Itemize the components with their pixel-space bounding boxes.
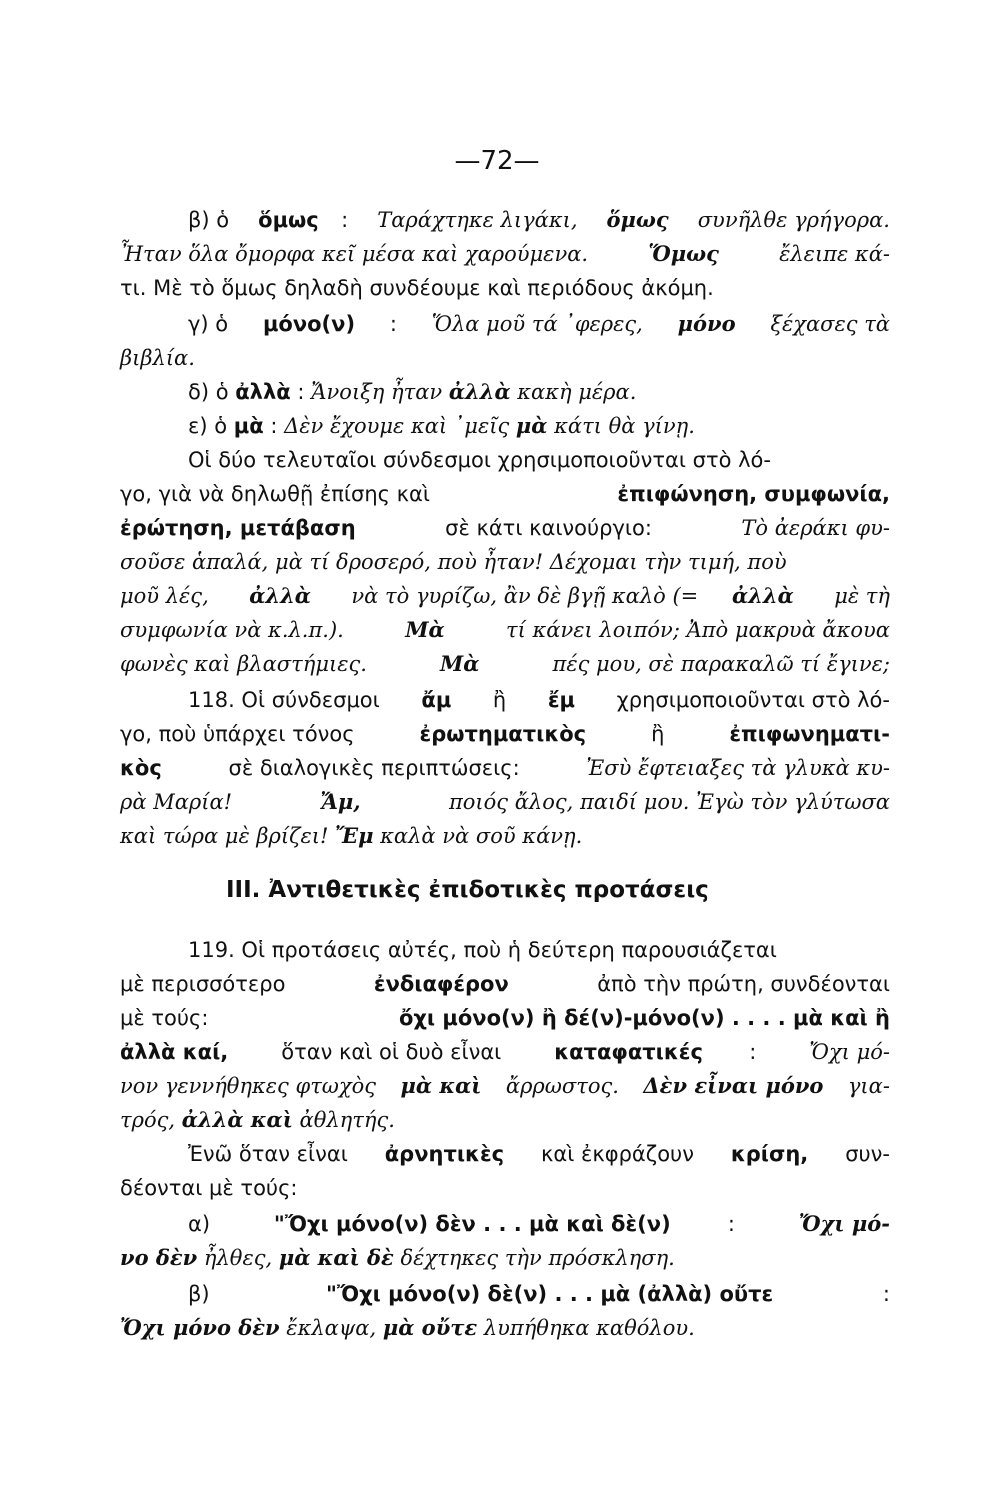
text-line: 119. Οἱ προτάσεις αὐτές, ποὺ ἡ δεύτερη παρουσιάζεται [188,938,777,962]
page-number: —72— [454,146,540,176]
text-line: συμφωνία νὰ κ.λ.π.). Μὰ τί κάνει λοιπόν; Ἀπὸ μακρυὰ ἄκουα [120,617,890,642]
text-line: τι. Μὲ τὸ ὅμως δηλαδὴ συνδέουμε καὶ περιόδους ἀκόμη. [120,276,714,300]
text-line: φωνὲς καὶ βλαστήμιες. Μὰ πές μου, σὲ παρακαλῶ τί ἔγινε; [120,651,890,676]
text-line: γο, γιὰ νὰ δηλωθῇ ἐπίσης καὶ ἐπιφώνηση, συμφωνία, [120,482,890,506]
text-line: σοῦσε ἁπαλά, μὰ τί δροσερό, ποὺ ἦταν! Δέχομαι τὴν τιμή, ποὺ [120,550,787,574]
text-line: ἐρώτηση, μετάβαση σὲ κάτι καινούργιο: Τὸ ἀεράκι φυ- [120,516,890,540]
text-line: νο δὲν ἦλθες, μὰ καὶ δὲ δέχτηκες τὴν πρόσκληση. [120,1245,675,1270]
text-line: Ἐνῶ ὅταν εἶναι ἀρνητικὲς καὶ ἐκφράζουν κρίση, συν- [188,1142,890,1166]
text-line: 118. Οἱ σύνδεσμοι ἄμ ἢ ἔμ χρησιμοποιοῦνται στὸ λό- [188,688,890,712]
text-line: ἀλλὰ καί, ὅταν καὶ οἱ δυὸ εἶναι καταφατικές : Ὄχι μό- [120,1040,890,1064]
text-line: γ) ὁ μόνο(ν) : Ὅλα μοῦ τά ᾿φερες, μόνο ξέχασες τὰ [188,311,890,336]
text-line: Ἦταν ὅλα ὄμορφα κεῖ μέσα καὶ χαρούμενα. Ὅμως ἔλειπε κά- [120,241,890,266]
text-line: νον γεννήθηκες φτωχὸς μὰ καὶ ἄρρωστος. Δὲν εἶναι μόνο για- [120,1073,890,1098]
text-line: ε) ὁ μὰ : Δὲν ἔχουμε καὶ ᾿μεῖς μὰ κάτι θὰ γίνῃ. [188,413,695,438]
text-line: τρός, ἀλλὰ καὶ ἀθλητής. [120,1107,395,1132]
text-line: β) "Ὄχι μόνο(ν) δὲ(ν) . . . μὰ (ἀλλὰ) οὔτε : [188,1282,890,1306]
text-line: α) "Ὄχι μόνο(ν) δὲν . . . μὰ καὶ δὲ(ν) : Ὄχι μό- [188,1211,890,1236]
text-line: μὲ περισσότερο ἐνδιαφέρον ἀπὸ τὴν πρώτη, συνδέονται [120,972,890,996]
text-line: ρὰ Μαρία! Ἄμ, ποιός ἄλος, παιδί μου. Ἐγὼ τὸν γλύτωσα [120,789,890,814]
text-line: κὸς σὲ διαλογικὲς περιπτώσεις: Ἐσὺ ἔφτειαξες τὰ γλυκὰ κυ- [120,756,890,780]
text-line: Ὄχι μόνο δὲν ἔκλαψα, μὰ οὔτε λυπήθηκα καθόλου. [120,1315,695,1340]
text-line: β) ὁ ὅμως : Ταράχτηκε λιγάκι, ὅμως συνῆλθε γρήγορα. [188,207,890,232]
section-heading: III. Ἀντιθετικὲς ἐπιδοτικὲς προτάσεις [226,877,709,903]
text-line: Οἱ δύο τελευταῖοι σύνδεσμοι χρησιμοποιοῦνται στὸ λό- [188,448,771,472]
text-line: μοῦ λές, ἀλλὰ νὰ τὸ γυρίζω, ἂν δὲ βγῇ καλὸ (= ἀλλὰ μὲ τὴ [120,583,890,608]
text-line: μὲ τούς: ὄχι μόνο(ν) ἢ δέ(ν)-μόνο(ν) . . . . μὰ καὶ ἢ [120,1006,890,1030]
text-line: δέονται μὲ τούς: [120,1176,298,1200]
text-line: γο, ποὺ ὑπάρχει τόνος ἐρωτηματικὸς ἢ ἐπιφωνηματι- [120,722,890,746]
text-line: δ) ὁ ἀλλὰ : Ἄνοιξη ἦταν ἀλλὰ κακὴ μέρα. [188,379,637,404]
text-line: βιβλία. [120,346,195,370]
text-line: καὶ τώρα μὲ βρίζει! Ἔμ καλὰ νὰ σοῦ κάνῃ. [120,823,583,848]
